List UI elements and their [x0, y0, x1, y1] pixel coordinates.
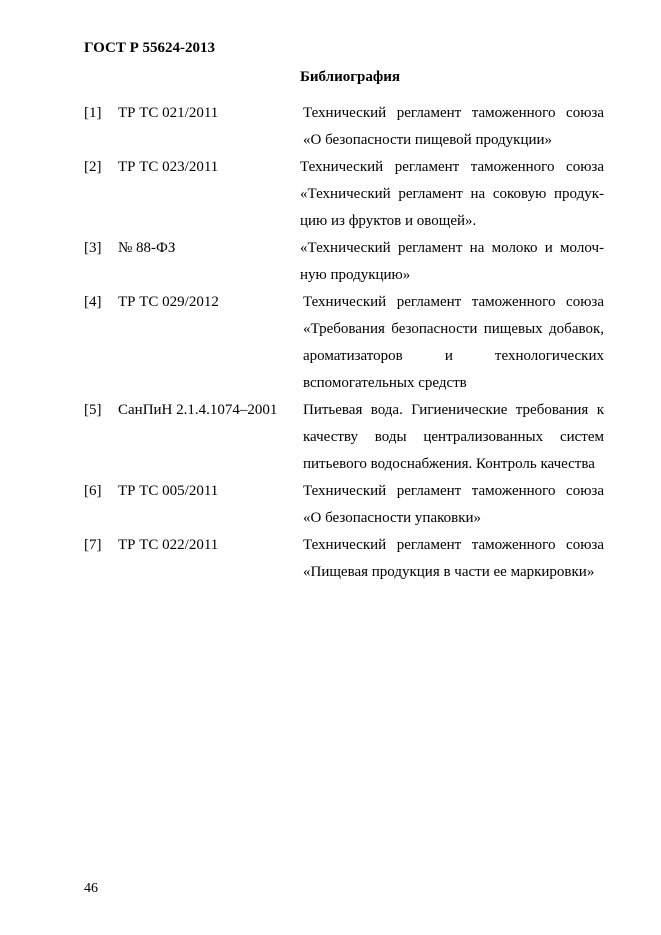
- entry-title: «Технический регламент на молоко и молочную продукцию»: [300, 240, 604, 283]
- entry-number: [3]: [84, 240, 102, 256]
- section-title: Библиография: [300, 69, 401, 85]
- entry-title: Технический регламент таможенного союза «О безопасности упаковки»: [303, 483, 604, 526]
- document-code: ГОСТ Р 55624-2013: [84, 40, 216, 56]
- entry-code: ТР ТС 005/2011: [118, 483, 219, 499]
- entry-code: ТР ТС 029/2012: [118, 294, 219, 310]
- entry-code: ТР ТС 021/2011: [118, 105, 219, 121]
- bibliography-entry-4: [84, 289, 604, 397]
- entry-number: [1]: [84, 105, 102, 121]
- entry-number: [6]: [84, 483, 102, 499]
- entry-number: [2]: [84, 159, 102, 175]
- bibliography-entry-6: [84, 478, 604, 532]
- entry-title: Технический регламент таможенного союза «Пищевая продукция в части ее маркировки»: [303, 537, 604, 580]
- bibliography-entry-2: [84, 154, 604, 235]
- entry-title: Питьевая вода. Гигиенические требования к качеству воды централизованных систем питьевого водоснабжения. Контроль качества: [303, 402, 604, 472]
- bibliography-entry-3: [84, 235, 604, 289]
- bibliography-list: [84, 100, 604, 586]
- page-number: 46: [84, 881, 98, 896]
- entry-number: [4]: [84, 294, 102, 310]
- entry-title: Технический регламент таможенного союза «Требования безопасности пищевых добавок, ароматизаторов и технологических вспомогательных средств: [303, 294, 604, 391]
- entry-title: Технический регламент таможенного союза «Технический регламент на соковую продукцию из фруктов и овощей».: [300, 159, 604, 229]
- entry-code: СанПиН 2.1.4.1074–2001: [118, 402, 278, 418]
- entry-number: [5]: [84, 402, 102, 418]
- entry-code: ТР ТС 022/2011: [118, 537, 219, 553]
- bibliography-entry-7: [84, 532, 604, 586]
- entry-code: № 88-ФЗ: [118, 240, 176, 256]
- entry-number: [7]: [84, 537, 102, 553]
- entry-title: Технический регламент таможенного союза «О безопасности пищевой продукции»: [303, 105, 604, 148]
- entry-code: ТР ТС 023/2011: [118, 159, 219, 175]
- bibliography-entry-5: [84, 397, 604, 478]
- bibliography-entry-1: [84, 100, 604, 154]
